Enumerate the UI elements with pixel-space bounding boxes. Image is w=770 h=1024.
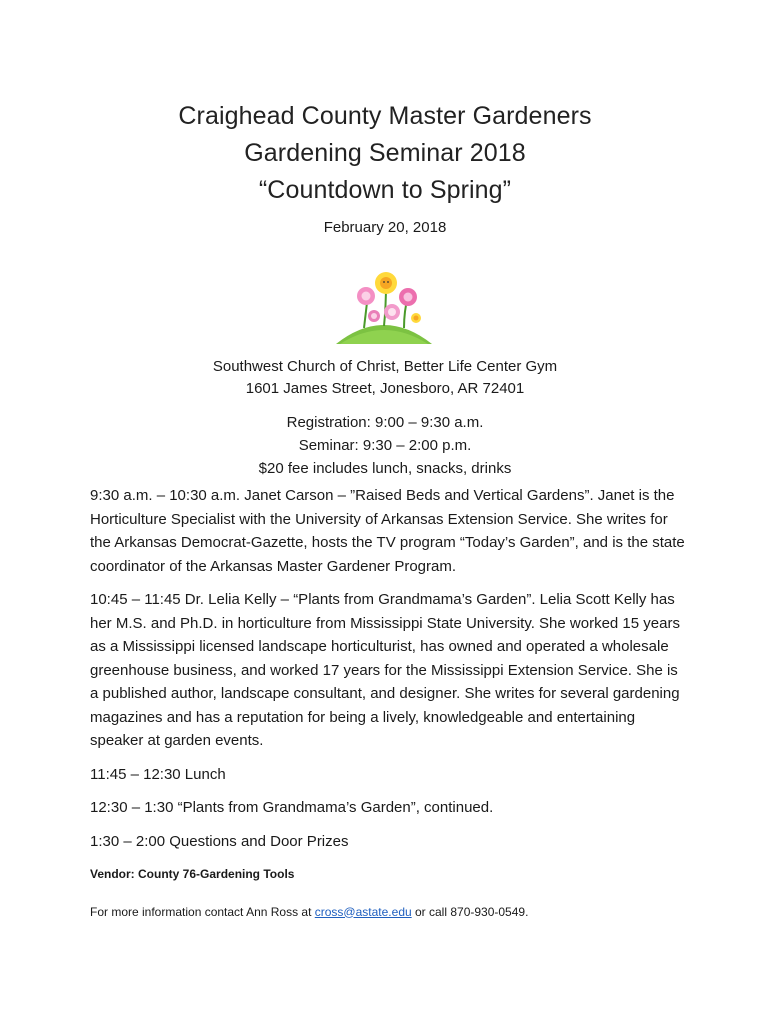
- agenda-item: 12:30 – 1:30 “Plants from Grandmama’s Garden”, continued.: [90, 799, 494, 816]
- flowers-icon: [334, 266, 434, 346]
- agenda-item: 1:30 – 2:00 Questions and Door Prizes: [90, 832, 349, 850]
- venue-name: Southwest Church of Christ, Better Life Center Gym: [212, 358, 558, 375]
- contact-email-link[interactable]: cross@astate.edu: [314, 904, 412, 919]
- agenda-item: 11:45 – 12:30 Lunch: [90, 765, 226, 783]
- agenda-item: 10:45 – 11:45 Dr. Lelia Kelly – “Plants from Grandmama’s Garden”. Lelia Scott Kelly has her M.S. and Ph.D. in horticulture from Mississippi State University. She worked 15 years as a Mississippi licensed landscape horticulturist, has owned and operated a wholesale greenhouse business, and worked 17 years for the Mississippi Extension Service. She is a published author, landscape consultant, and designer. She writes for several gardening magazines and has a reputation for being a lively, knowledgeable and entertaining speaker at garden events.: [90, 591, 680, 749]
- schedule-summary: [0, 411, 770, 480]
- agenda-item: 9:30 a.m. – 10:30 a.m. Janet Carson – ”Raised Beds and Vertical Gardens”. Janet is the Horticulture Specialist with the University of Arkansas Extension Service. She writes for the Arkansas Democrat-Gazette, hosts the TV program “Today’s Garden”, and is the state coordinator of the Arkansas Master Gardener Program.: [90, 487, 685, 575]
- title-block: [0, 98, 770, 239]
- registration-time: Registration: 9:00 – 9:30 a.m.: [286, 414, 484, 431]
- contact-line: [90, 901, 690, 925]
- title-organization: Craighead County Master Gardeners: [178, 102, 592, 130]
- vendor-line: Vendor: County 76-Gardening Tools: [90, 867, 295, 881]
- title-theme: “Countdown to Spring”: [258, 176, 512, 204]
- seminar-time: Seminar: 9:30 – 2:00 p.m.: [298, 437, 472, 454]
- agenda-body: [90, 484, 690, 924]
- contact-suffix: or call 870-930-0549.: [411, 904, 529, 919]
- venue-block: [0, 356, 770, 400]
- venue-address: 1601 James Street, Jonesboro, AR 72401: [245, 380, 525, 397]
- event-date: February 20, 2018: [323, 219, 447, 236]
- fee-info: $20 fee includes lunch, snacks, drinks: [258, 460, 512, 477]
- contact-prefix: For more information contact Ann Ross at: [90, 904, 315, 919]
- title-event: Gardening Seminar 2018: [244, 139, 526, 167]
